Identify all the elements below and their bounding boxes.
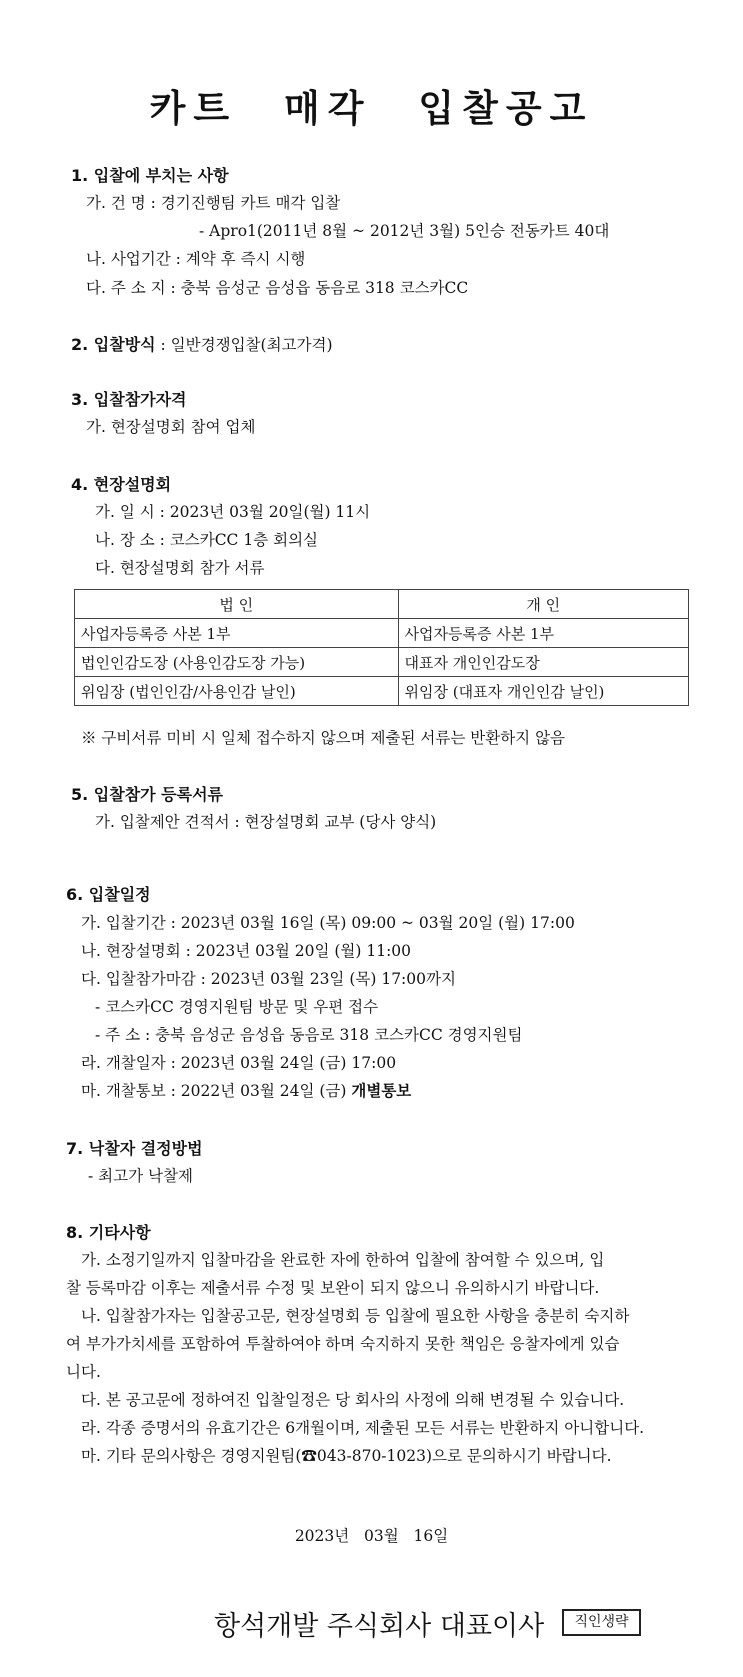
s8-p5: 마. 기타 문의사항은 경영지원팀(☎043-870-1023)으로 문의하시기 바랍니다. <box>81 1447 612 1465</box>
s6-notice-text: 마. 개찰통보 : 2022년 03월 24일 (금) <box>81 1082 352 1100</box>
s8-p1a: 가. 소정기일까지 입찰마감을 완료한 자에 한하여 입찰에 참여할 수 있으며, 입 <box>81 1251 605 1269</box>
s4-note: ※ 구비서류 미비 시 일체 접수하지 않으며 제출된 서류는 반환하지 않음 <box>81 729 566 747</box>
table-cell: 위임장 (대표자 개인인감 날인) <box>398 677 688 706</box>
section-1-heading: 1. 입찰에 부치는 사항 <box>71 166 229 185</box>
section-3-heading: 3. 입찰참가자격 <box>71 390 187 409</box>
page-title: 카트 매각 입찰공고 <box>149 87 594 130</box>
section-2 <box>71 332 333 355</box>
s6-line-notice <box>81 1079 411 1101</box>
section-2-text: : 일반경쟁입찰(최고가격) <box>155 336 333 354</box>
s6-line-deadline: 다. 입찰참가마감 : 2023년 03월 23일 (목) 17:00까지 <box>81 970 456 988</box>
s8-p2a: 나. 입찰참가자는 입찰공고문, 현장설명회 등 입찰에 필요한 사항을 충분히 숙지하 <box>81 1307 630 1325</box>
s4-line-docs: 다. 현장설명회 참가 서류 <box>95 559 265 577</box>
s7-line: - 최고가 낙찰제 <box>88 1167 193 1185</box>
table-cell: 위임장 (법인인감/사용인감 날인) <box>75 677 399 706</box>
s8-p2b: 여 부가가치세를 포함하여 투찰하여야 하며 숙지하지 못한 책임은 응찰자에게 있습 <box>66 1335 620 1353</box>
s5-line: 가. 입찰제안 견적서 : 현장설명회 교부 (당사 양식) <box>95 813 437 831</box>
seal-omitted-box: 직인생략 <box>562 1609 641 1636</box>
s6-line-briefing: 나. 현장설명회 : 2023년 03월 20일 (월) 11:00 <box>81 942 412 960</box>
table-header-corp: 법 인 <box>75 590 399 619</box>
s8-p4: 라. 각종 증명서의 유효기간은 6개월이며, 제출된 모든 서류는 반환하지 아니합니다. <box>81 1419 645 1437</box>
s8-p1b: 찰 등록마감 이후는 제출서류 수정 및 보완이 되지 않으니 유의하시기 바랍니다. <box>66 1279 600 1297</box>
s8-p3: 다. 본 공고문에 정하여진 입찰일정은 당 회사의 사정에 의해 변경될 수 있습니다. <box>81 1391 625 1409</box>
table-header-indiv: 개 인 <box>398 590 688 619</box>
s6-line-opening: 라. 개찰일자 : 2023년 03월 24일 (금) 17:00 <box>81 1054 397 1072</box>
s6-line-period: 가. 입찰기간 : 2023년 03월 16일 (목) 09:00 ~ 03월 20일 (월) 17:00 <box>81 914 575 932</box>
section-4-heading: 4. 현장설명회 <box>71 475 172 494</box>
section-2-heading: 2. 입찰방식 <box>71 335 156 354</box>
table-header-row <box>75 590 689 619</box>
s1-line-period: 나. 사업기간 : 계약 후 즉시 시행 <box>86 250 306 268</box>
s3-line: 가. 현장설명회 참여 업체 <box>86 418 256 436</box>
s1-line-name: 가. 건 명 : 경기진행팀 카트 매각 입찰 <box>86 194 341 212</box>
section-7-heading: 7. 낙찰자 결정방법 <box>66 1139 203 1158</box>
table-cell: 사업자등록증 사본 1부 <box>398 619 688 648</box>
s1-line-address: 다. 주 소 지 : 충북 음성군 음성읍 동음로 318 코스카CC <box>86 279 469 297</box>
required-docs-table <box>74 589 689 706</box>
s1-line-detail: - Apro1(2011년 8월 ~ 2012년 3월) 5인승 전동카트 40대 <box>199 222 610 240</box>
s8-p2c: 니다. <box>66 1363 101 1381</box>
table-cell: 사업자등록증 사본 1부 <box>75 619 399 648</box>
section-6-heading: 6. 입찰일정 <box>66 885 151 904</box>
table-row <box>75 677 689 706</box>
s4-line-place: 나. 장 소 : 코스카CC 1층 회의실 <box>95 531 319 549</box>
s6-notice-bold: 개별통보 <box>351 1082 412 1100</box>
table-cell: 법인인감도장 (사용인감도장 가능) <box>75 648 399 677</box>
company-signature: 항석개발 주식회사 대표이사 <box>214 1611 545 1642</box>
table-cell: 대표자 개인인감도장 <box>398 648 688 677</box>
section-5-heading: 5. 입찰참가 등록서류 <box>71 785 223 804</box>
s4-line-time: 가. 일 시 : 2023년 03월 20일(월) 11시 <box>95 503 371 521</box>
s6-line-submit: - 코스카CC 경영지원팀 방문 및 우편 접수 <box>95 998 379 1016</box>
issue-date: 2023년 03월 16일 <box>294 1527 449 1545</box>
s6-line-address: - 주 소 : 충북 음성군 음성읍 동음로 318 코스카CC 경영지원팀 <box>95 1026 523 1044</box>
section-8-heading: 8. 기타사항 <box>66 1223 151 1242</box>
table-row <box>75 648 689 677</box>
table-row <box>75 619 689 648</box>
